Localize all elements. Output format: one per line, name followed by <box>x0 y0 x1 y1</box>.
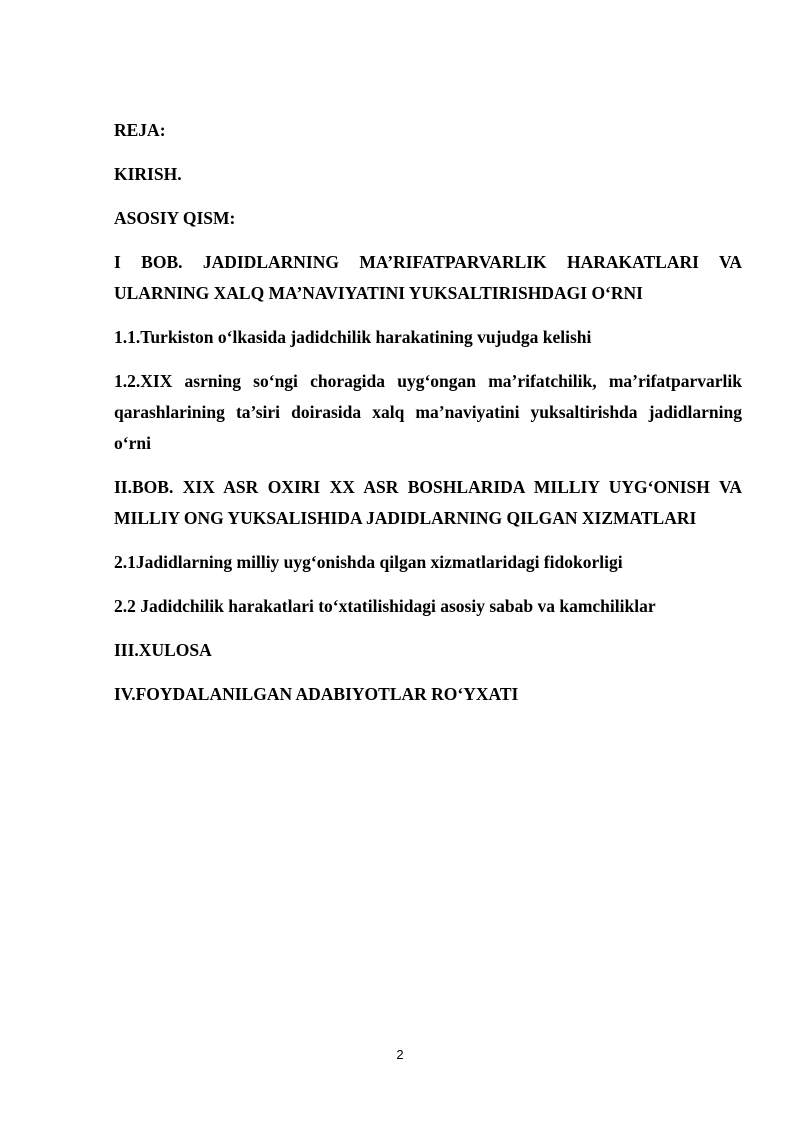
toc-item-section-2-2: 2.2 Jadidchilik harakatlari to‘xtatilishidagi asosiy sabab va kamchiliklar <box>114 596 656 616</box>
toc-item-section-2-1: 2.1Jadidlarning milliy uyg‘onishda qilgan xizmatlaridagi fidokorligi <box>114 552 623 572</box>
toc-item-section-1-1: 1.1.Turkiston o‘lkasida jadidchilik harakatining vujudga kelishi <box>114 327 592 347</box>
plan-title: REJA: <box>114 120 166 140</box>
document-body <box>114 115 742 723</box>
toc-item-main-part: ASOSIY QISM: <box>114 208 236 228</box>
toc-item-references: IV.FOYDALANILGAN ADABIYOTLAR RO‘YXATI <box>114 684 519 704</box>
toc-item-chapter-1: I BOB. JADIDLARNING MA’RIFATPARVARLIK HARAKATLARI VA ULARNING XALQ MA’NAVIYATINI YUKSALTIRISHDAGI O‘RNI <box>114 252 742 303</box>
toc-item-chapter-2: II.BOB. XIX ASR OXIRI XX ASR BOSHLARIDA MILLIY UYG‘ONISH VA MILLIY ONG YUKSALISHIDA JADIDLARNING QILGAN XIZMATLARI <box>114 477 742 528</box>
toc-item-section-1-2: 1.2.XIX asrning so‘ngi choragida uyg‘ongan ma’rifatchilik, ma’rifatparvarlik qarashlarining ta’siri doirasida xalq ma’naviyatini yuksaltirishda jadidlarning o‘rni <box>114 371 742 453</box>
toc-item-conclusion: III.XULOSA <box>114 640 212 660</box>
toc-item-intro: KIRISH. <box>114 164 182 184</box>
page-number: 2 <box>396 1047 404 1062</box>
